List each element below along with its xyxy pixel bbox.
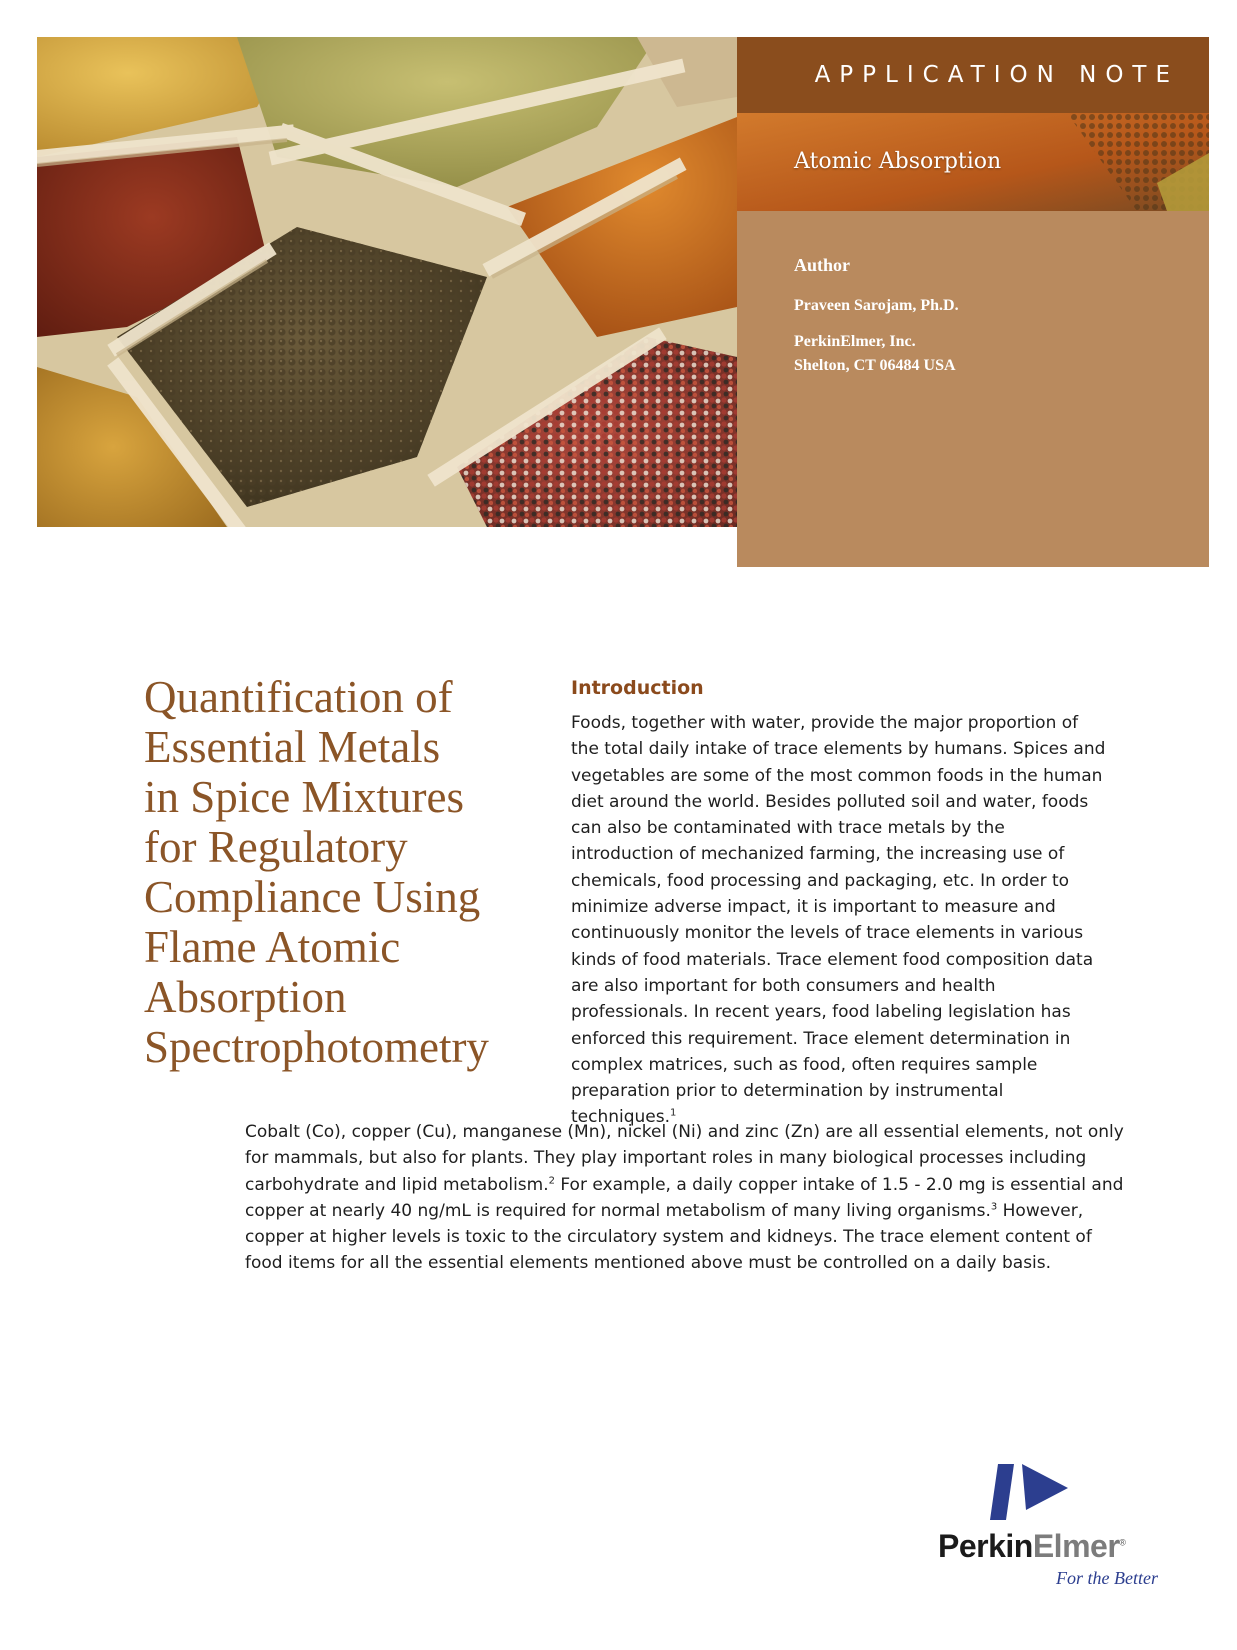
introduction-text: Foods, together with water, provide the major proportion of the total daily intake of trace elements by humans. Spices and vegetables are some of the most common foods in the human diet around the world. Besides polluted soil and water, foods can also be contaminated with trace metals by the introduction of mechanized farming, the increasing use of chemicals, food processing and packaging, etc. In order to minimize adverse impact, it is important to measure and continuously monitor the levels of trace elements in various kinds of food materials. Trace element food composition data are also important for both consumers and health professionals. In recent years, food labeling legislation has enforced this requirement. Trace element determination in complex matrices, such as food, often requires sample preparation prior to determination by instrumental techniques. (571, 713, 1106, 1128)
logo-word-perkin: Perkin (938, 1528, 1033, 1564)
footnote-ref-3: 3 (990, 1201, 998, 1213)
document-title: Quantification of Essential Metals in Spice Mixtures for Regulatory Compliance Using Flame Atomic Absorption Spectrophotometry (144, 672, 489, 1072)
author-location: Shelton, CT 06484 USA (794, 357, 956, 374)
logo-tagline: For the Better (1056, 1568, 1158, 1588)
paragraph-part-1: Cobalt (Co), copper (Cu), manganese (Mn), nickel (Ni) and zinc (Zn) are all essential elements, not only for mammals, but also for plants. They play important roles in many biological processes including carbohydrate and lipid metabolism. (245, 1122, 1124, 1195)
logo-wordmark (938, 1528, 1125, 1565)
subject-strip (737, 113, 1209, 211)
footnote-ref-1: 1 (670, 1107, 677, 1119)
perkinelmer-p-mark-icon (990, 1460, 1070, 1524)
registered-mark: ® (1119, 1537, 1126, 1548)
author-name: Praveen Sarojam, Ph.D. (794, 297, 959, 314)
introduction-heading: Introduction (571, 677, 704, 699)
paragraph-part-2: For example, a daily copper intake of 1.5 - 2.0 mg is essential and copper at nearly 40 ng/mL is required for normal metabolism of many living organisms. (245, 1174, 1124, 1221)
paragraph-part-3: However, copper at higher levels is toxic to the circulatory system and kidneys. The trace element content of food items for all the essential elements mentioned above must be controlled on a daily basis. (245, 1200, 1092, 1274)
footnote-ref-2: 2 (548, 1174, 555, 1186)
hero-spice-image (37, 37, 737, 527)
logo-word-elmer: Elmer (1032, 1528, 1120, 1564)
introduction-section (571, 676, 1111, 1131)
author-panel (737, 211, 1209, 567)
perkinelmer-logo (938, 1460, 1172, 1600)
author-company: PerkinElmer, Inc. (794, 333, 916, 350)
banner-label: APPLICATION NOTE (814, 62, 1179, 88)
essential-elements-paragraph (245, 1119, 1125, 1277)
subject-label: Atomic Absorption (794, 149, 1002, 174)
introduction-body (571, 710, 1111, 1131)
author-heading: Author (794, 255, 851, 275)
application-note-banner (737, 37, 1209, 113)
